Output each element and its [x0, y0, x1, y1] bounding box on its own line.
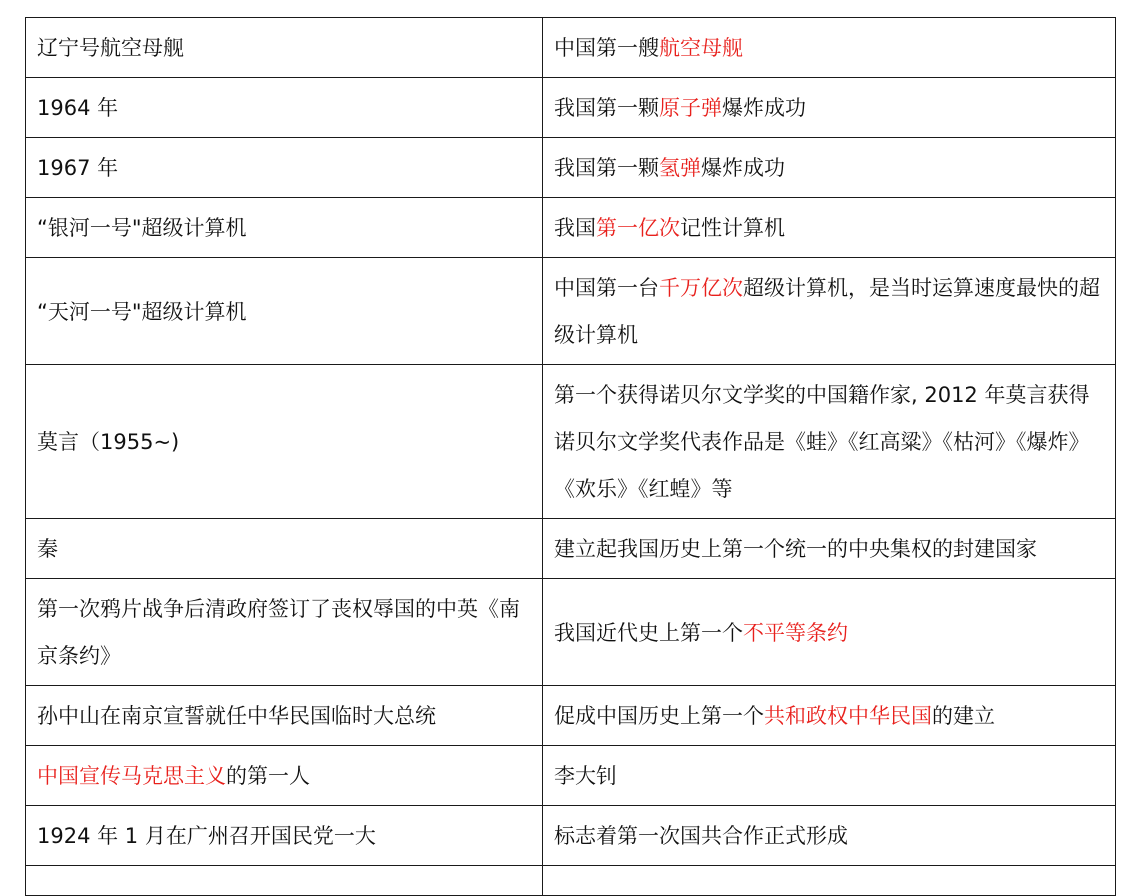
- table-cell-subject: [26, 258, 543, 365]
- highlighted-text: 航空母舰: [659, 36, 743, 60]
- cell-text: 中国第一艘: [554, 36, 659, 60]
- table-cell-description: [543, 365, 1116, 519]
- table-cell-description: [543, 519, 1116, 579]
- highlighted-text: 中国宣传马克思主义: [37, 764, 226, 788]
- highlighted-text: 共和政权中华民国: [764, 704, 932, 728]
- highlighted-text: 不平等条约: [743, 620, 848, 645]
- highlighted-text: 第一亿次: [596, 216, 680, 240]
- table-cell-description: [543, 198, 1116, 258]
- cell-text: 1967 年: [37, 156, 119, 180]
- highlighted-text: 氢弹: [659, 156, 701, 180]
- cell-text: 我国第一颗: [554, 156, 659, 180]
- cell-text: 爆炸成功: [722, 96, 806, 120]
- table-cell-subject: [26, 746, 543, 806]
- table-row: [26, 746, 1116, 806]
- cell-text: 孙中山在南京宣誓就任中华民国临时大总统: [37, 704, 436, 728]
- cell-text: 的建立: [932, 704, 995, 728]
- table-cell-description: [543, 686, 1116, 746]
- table-row: [26, 806, 1116, 866]
- cell-text: “天河一号"超级计算机: [37, 299, 247, 324]
- cell-text: 李大钊: [554, 764, 617, 788]
- cell-text: 我国: [554, 216, 596, 240]
- cell-text: 我国第一颗: [554, 96, 659, 120]
- table-cell-description: [543, 806, 1116, 866]
- table-cell-description: [543, 258, 1116, 365]
- table-cell-subject: [26, 686, 543, 746]
- cell-text: 1924 年 1 月在广州召开国民党一大: [37, 824, 376, 848]
- cell-text: 标志着第一次国共合作正式形成: [554, 824, 848, 848]
- cell-text: 第一次鸦片战争后清政府签订了丧权辱国的中英《南京条约》: [37, 597, 520, 668]
- table-cell-description: [543, 746, 1116, 806]
- table-row: [26, 365, 1116, 519]
- cell-text: 我国近代史上第一个: [554, 620, 743, 645]
- cell-text: 促成中国历史上第一个: [554, 704, 764, 728]
- table-cell-subject: [26, 866, 543, 896]
- table-cell-description: [543, 579, 1116, 686]
- table-cell-subject: [26, 365, 543, 519]
- table-cell-subject: [26, 18, 543, 78]
- cell-text: 莫言（1955~): [37, 430, 180, 454]
- cell-text: 1964 年: [37, 96, 119, 120]
- table-row: [26, 258, 1116, 365]
- table-row: [26, 519, 1116, 579]
- table-cell-subject: [26, 78, 543, 138]
- table-row: [26, 579, 1116, 686]
- highlighted-text: 千万亿次: [659, 276, 743, 300]
- table-cell-subject: [26, 806, 543, 866]
- table-row: [26, 198, 1116, 258]
- cell-text: “银河一号"超级计算机: [37, 216, 247, 240]
- table-cell-description: [543, 138, 1116, 198]
- table-row: [26, 686, 1116, 746]
- cell-text: 爆炸成功: [701, 156, 785, 180]
- cell-text: 建立起我国历史上第一个统一的中央集权的封建国家: [554, 537, 1037, 561]
- cell-text: 辽宁号航空母舰: [37, 36, 184, 60]
- table-row: [26, 18, 1116, 78]
- cell-text: 超级计算机，是当时运算速度最快的超级计算机: [554, 276, 1100, 347]
- table-cell-subject: [26, 579, 543, 686]
- table-row: [26, 78, 1116, 138]
- cell-text: 中国第一台: [554, 276, 659, 300]
- cell-text: 第一个获得诺贝尔文学奖的中国籍作家, 2012 年莫言获得诺贝尔文学奖代表作品是《蛙》《红高粱》《枯河》《爆炸》《欢乐》《红蝗》等: [554, 383, 1090, 501]
- cell-text: 记性计算机: [680, 216, 785, 240]
- table-cell-description: [543, 866, 1116, 896]
- table-cell-description: [543, 18, 1116, 78]
- cell-text: 的第一人: [226, 764, 310, 788]
- facts-table: [25, 17, 1116, 896]
- cell-text: 秦: [37, 537, 58, 561]
- table-cell-description: [543, 78, 1116, 138]
- table-cell-subject: [26, 519, 543, 579]
- highlighted-text: 原子弹: [659, 96, 722, 120]
- table-row: [26, 866, 1116, 896]
- table-cell-subject: [26, 198, 543, 258]
- facts-table-body: [26, 18, 1116, 896]
- table-cell-subject: [26, 138, 543, 198]
- table-row: [26, 138, 1116, 198]
